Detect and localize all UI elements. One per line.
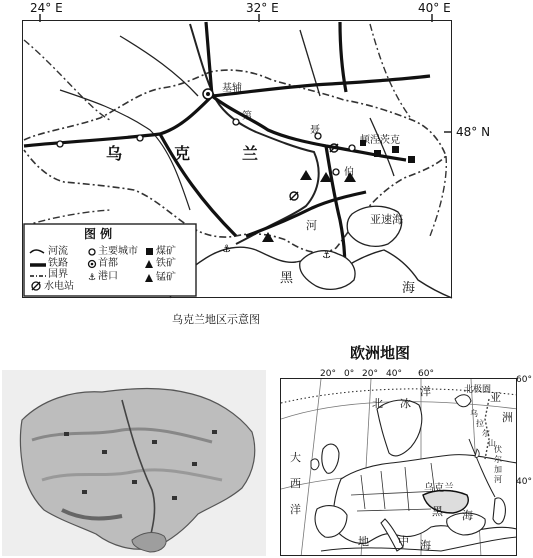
label-ural-2: 拉 <box>476 419 484 428</box>
city-label-nie: 聂 <box>310 125 320 136</box>
city-label-bo: 伯 <box>344 167 354 178</box>
europe-lon-20w: 20° <box>320 369 336 379</box>
label-hei: 黑 <box>432 505 443 518</box>
legend-city: 主要城市 <box>98 246 138 257</box>
lon-label-24: 24° E <box>30 1 63 15</box>
europe-lon-20e: 20° <box>362 369 378 379</box>
ukraine-map-caption: 乌克兰地区示意图 <box>172 313 260 326</box>
legend-port: 港口 <box>98 271 118 282</box>
label-yang-north: 洋 <box>420 385 431 398</box>
europe-lat-60: 60° <box>516 375 532 385</box>
legend-hydro: 水电站 <box>44 281 74 292</box>
europe-lon-40e: 40° <box>386 369 402 379</box>
label-volga-2: 尔 <box>494 455 502 464</box>
city-label-kyiv: 基辅 <box>222 83 242 94</box>
legend-border: 国界 <box>48 269 68 280</box>
europe-lon-60e: 60° <box>418 369 434 379</box>
arctic-circle-label: 北极圈 <box>464 385 492 395</box>
black-sea-label-2: 海 <box>402 281 416 296</box>
europe-lon-0: 0° <box>344 369 355 379</box>
legend-river: 河流 <box>48 246 68 257</box>
label-yang: 洋 <box>290 503 301 516</box>
label-hai-black: 海 <box>462 509 473 522</box>
label-ural-1: 乌 <box>470 409 478 418</box>
europe-map-title: 欧洲地图 <box>350 344 411 362</box>
label-da: 大 <box>290 451 301 464</box>
europe-lat-40: 40° <box>516 477 532 487</box>
ukraine-relief-map <box>2 370 266 556</box>
label-bei: 北 <box>372 397 383 410</box>
lon-label-40: 40° E <box>418 1 451 15</box>
legend-iron: 铁矿 <box>156 258 176 269</box>
label-zhong: 中 <box>398 535 409 548</box>
europe-map <box>280 378 517 556</box>
label-volga-1: 伏 <box>494 445 502 454</box>
legend-coal: 煤矿 <box>156 246 176 257</box>
legend-railway: 铁路 <box>48 258 68 269</box>
label-bing: 冰 <box>400 397 411 410</box>
label-ural-4: 山 <box>488 439 496 448</box>
river-label: 河 <box>306 219 317 232</box>
label-ya: 亚 <box>490 391 501 404</box>
svg-text:⚓: ⚓ <box>222 244 231 255</box>
label-hai-med: 海 <box>420 539 431 552</box>
country-label-lan: 兰 <box>242 144 259 163</box>
lon-label-32: 32° E <box>246 1 279 15</box>
legend-title: 图 例 <box>84 227 113 241</box>
city-label-donetsk: 顿涅茨克 <box>360 135 400 146</box>
label-di: 地 <box>358 535 369 548</box>
city-label-di: 第 <box>242 111 252 122</box>
lat-label-48: 48° N <box>456 125 491 139</box>
label-volga-3: 加 <box>494 465 502 474</box>
svg-text:⚓: ⚓ <box>88 273 97 283</box>
country-label-wu: 乌 <box>106 144 123 163</box>
label-ukraine: 乌克兰 <box>424 483 454 494</box>
label-zhou: 洲 <box>502 411 513 424</box>
azov-sea-label: 亚速海 <box>370 213 403 226</box>
svg-text:⚓: ⚓ <box>322 250 331 261</box>
label-volga-4: 河 <box>494 475 502 484</box>
label-xi: 西 <box>290 477 301 490</box>
black-sea-label-1: 黑 <box>280 271 294 286</box>
legend-manganese: 锰矿 <box>156 272 176 283</box>
label-ural-3: 尔 <box>482 429 490 438</box>
legend-capital: 首都 <box>98 258 118 269</box>
country-label-ke: 克 <box>174 144 191 163</box>
